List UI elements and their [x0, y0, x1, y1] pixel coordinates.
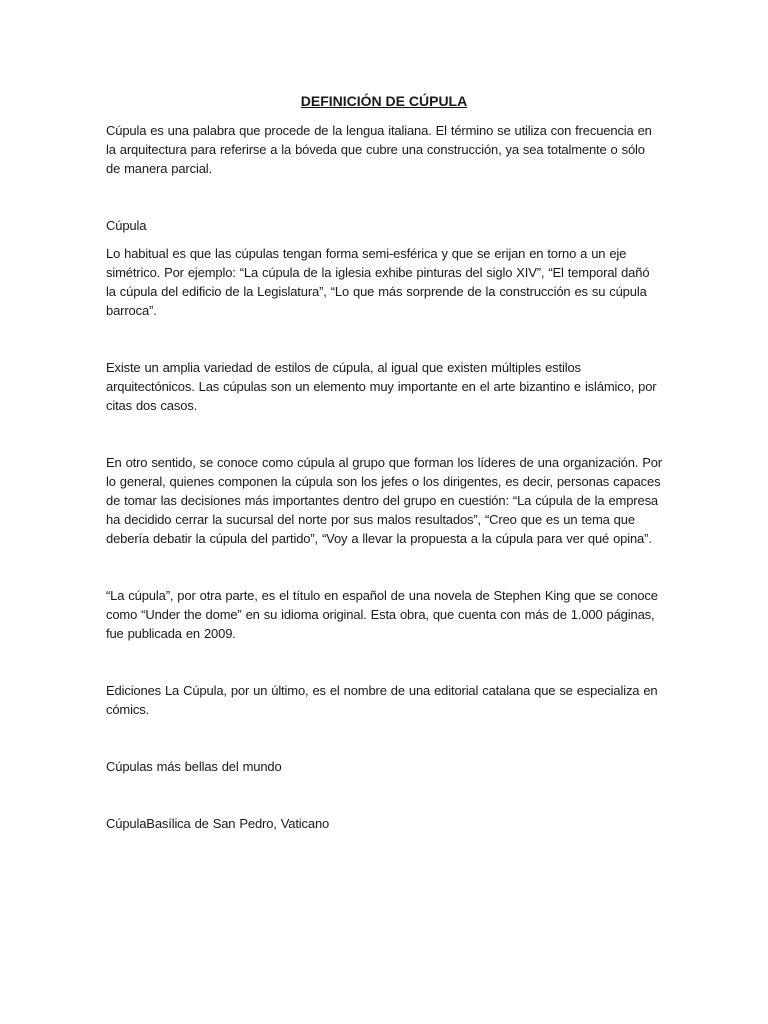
- document-title: DEFINICIÓN DE CÚPULA: [300, 93, 468, 109]
- paragraph-shape: Lo habitual es que las cúpulas tengan forma semi-esférica y que se erijan en torno a un eje simétrico. Por ejemplo: “La cúpula de la iglesia exhibe pinturas del siglo XIV”, “El temporal dañó la cúpula del edificio de la Legislatura”, “Lo que más sorprende de la construcción es su cúpula barroca”.: [106, 246, 650, 318]
- paragraph-organization: En otro sentido, se conoce como cúpula al grupo que forman los líderes de una organización. Por lo general, quienes componen la cúpula son los jefes o los dirigentes, es decir, personas capaces de tomar las decisiones más importantes dentro del grupo en cuestión: “La cúpula de la empresa ha decidido cerrar la sucursal del norte por sus malos resultados”, “Creo que es un tema que debería debatir la cúpula del partido”, “Voy a llevar la propuesta a la cúpula para ver qué opina”.: [106, 455, 662, 546]
- paragraph-intro: Cúpula es una palabra que procede de la lengua italiana. El término se utiliza con frecuencia en la arquitectura para referirse a la bóveda que cubre una construcción, ya sea totalmente o sólo de manera parcial.: [106, 123, 652, 176]
- document-body: [106, 92, 662, 833]
- section-heading-beautiful-domes: Cúpulas más bellas del mundo: [106, 759, 282, 774]
- paragraph-novel: “La cúpula”, por otra parte, es el título en español de una novela de Stephen King que se conoce como “Under the dome” en su idioma original. Esta obra, que cuenta con más de 1.000 páginas, fue publicada en 2009.: [106, 588, 658, 641]
- section-heading-cupula: Cúpula: [106, 218, 147, 233]
- paragraph-editorial: Ediciones La Cúpula, por un último, es el nombre de una editorial catalana que se especializa en cómics.: [106, 683, 658, 717]
- caption-san-pedro: CúpulaBasílica de San Pedro, Vaticano: [106, 816, 330, 831]
- paragraph-styles: Existe un amplia variedad de estilos de cúpula, al igual que existen múltiples estilos arquitectónicos. Las cúpulas son un elemento muy importante en el arte bizantino e islámico, por citas dos casos.: [106, 360, 657, 413]
